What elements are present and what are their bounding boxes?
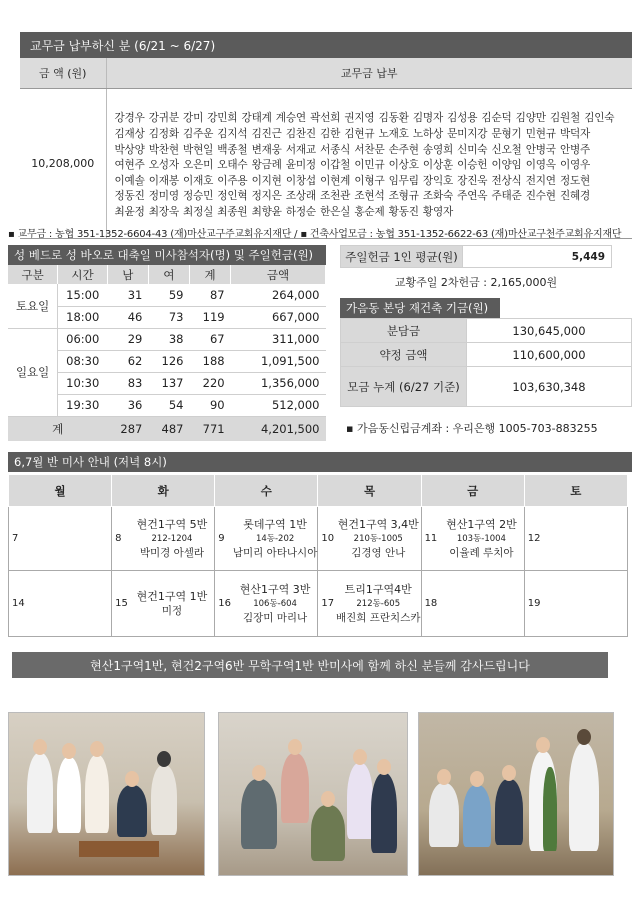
mass-attendance-table: [8, 265, 326, 441]
payer-names: [106, 88, 632, 238]
group-photo: [418, 712, 614, 876]
female-count: 137: [148, 372, 189, 394]
group-photo: [8, 712, 205, 876]
event-host: 김장미 마리나: [243, 611, 308, 624]
male-count: 29: [107, 328, 148, 350]
amount-column-header: 금 액 (원): [20, 58, 106, 88]
bank-account-info: ▪ 가음동신립금계좌 : 우리은행 1005-703-883255: [346, 422, 598, 435]
event-room: 212동-605: [356, 598, 401, 609]
calendar-event: [27, 571, 112, 637]
fund-value: 130,645,000: [467, 319, 632, 343]
female-count: 54: [148, 394, 189, 416]
fund-value: 103,630,348: [467, 367, 632, 407]
total-row: [8, 416, 326, 441]
calendar-event: [336, 571, 421, 637]
event-title: 현산1구역 3반: [239, 582, 311, 596]
female-count: 73: [148, 306, 189, 328]
mass-calendar: [8, 474, 628, 637]
total-count: 220: [189, 372, 230, 394]
offering-amount: 512,000: [231, 394, 326, 416]
amount-total: 4,201,500: [231, 416, 326, 441]
second-collection: 교황주일 2차헌금 : 2,165,000원: [394, 276, 558, 289]
average-offering-value: 5,449: [463, 246, 612, 268]
col-category: 구분: [8, 265, 58, 284]
payer-names-line: 여현주 오성자 오은미 오태수 왕금례 윤미정 이갑철 이민규 이상호 이상훈 이승헌 이양임 이영옥 이영우: [114, 159, 591, 172]
calendar-date: 7: [9, 507, 27, 571]
calendar-event: [27, 507, 112, 571]
offering-amount: 264,000: [231, 284, 326, 306]
day-header-fri: 금: [421, 475, 524, 507]
calendar-date: 14: [9, 571, 27, 637]
col-time: 시간: [58, 265, 108, 284]
day-header-mon: 월: [9, 475, 112, 507]
event-host: 미정: [161, 604, 183, 617]
calendar-event: [130, 571, 215, 637]
grand-total: 771: [189, 416, 230, 441]
calendar-date: 10: [318, 507, 336, 571]
event-title: 트리1구역4반: [344, 582, 412, 596]
table-row: [8, 284, 326, 306]
fund-label: 모금 누계 (6/27 기준): [341, 367, 467, 407]
table-row: [8, 328, 326, 350]
calendar-week: [9, 571, 628, 637]
calendar-date: 18: [421, 571, 439, 637]
average-offering-table: [340, 245, 612, 268]
day-header-wed: 수: [215, 475, 318, 507]
rebuild-fund-table: [340, 318, 632, 407]
payers-column-header: 교무금 납부: [106, 58, 632, 88]
calendar-date: 19: [524, 571, 542, 637]
payer-names-line: 박상양 박찬현 박현일 백종철 변재웅 서재교 서종식 서찬문 손주현 송영희 신미숙 신오철 안병국 안병주: [114, 143, 591, 156]
total-count: 67: [189, 328, 230, 350]
table-row: [341, 367, 632, 407]
day-label: 일요일: [8, 328, 58, 416]
total-label: 계: [8, 416, 107, 441]
rebuild-fund-header: 가음동 본당 재건축 기금(원): [340, 298, 500, 318]
total-count: 119: [189, 306, 230, 328]
event-room: 210동-1005: [353, 533, 403, 544]
male-count: 46: [107, 306, 148, 328]
col-amount: 금액: [231, 265, 326, 284]
mass-time: 18:00: [58, 306, 108, 328]
calendar-event: [130, 507, 215, 571]
mass-time: 19:30: [58, 394, 108, 416]
event-host: 김경영 안나: [351, 546, 406, 559]
calendar-event: [233, 571, 318, 637]
event-title: 현건1구역 5반: [136, 517, 208, 531]
female-total: 487: [148, 416, 189, 441]
offering-amount: 1,356,000: [231, 372, 326, 394]
event-host: 배진희 프란치스카: [336, 611, 421, 624]
mass-header: 성 베드로 성 바오로 대축일 미사참석자(명) 및 주일헌금(원): [8, 245, 326, 265]
calendar-date: 11: [421, 507, 439, 571]
mass-time: 15:00: [58, 284, 108, 306]
male-count: 31: [107, 284, 148, 306]
female-count: 59: [148, 284, 189, 306]
donation-header: 교무금 납부하신 분 (6/21 ~ 6/27): [20, 32, 632, 58]
donation-amount: 10,208,000: [20, 88, 106, 238]
calendar-event: [233, 507, 318, 571]
event-host: 남미리 아타나시아: [232, 546, 318, 559]
male-count: 36: [107, 394, 148, 416]
thanks-banner: 현산1구역1반, 현건2구역6반 무학구역1반 반미사에 함께 하신 분들께 감사드립니다: [12, 652, 608, 678]
payer-names-line: 이예솔 이재봉 이재호 이주용 이지현 이창섭 이현계 이형구 임무림 장익호 장진욱 전상식 전지연 정도현: [114, 174, 591, 187]
male-count: 62: [107, 350, 148, 372]
total-count: 90: [189, 394, 230, 416]
payer-names-line: 강경우 강귀분 강미 강민희 강태계 계승연 곽선희 권지영 김동환 김명자 김성용 김순덕 김양만 김원철 김인숙: [114, 112, 615, 125]
event-host: 이율례 루치아: [449, 546, 514, 559]
calendar-event: [542, 507, 627, 571]
col-female: 여: [148, 265, 189, 284]
event-title: 현산1구역 2반: [446, 517, 517, 531]
col-total: 계: [189, 265, 230, 284]
event-room: 103동-1004: [456, 533, 506, 544]
mass-time: 10:30: [58, 372, 108, 394]
calendar-event: [439, 571, 524, 637]
day-header-sat: 토: [524, 475, 627, 507]
mass-time: 08:30: [58, 350, 108, 372]
calendar-date: 12: [524, 507, 542, 571]
calendar-event: [439, 507, 524, 571]
offering-amount: 311,000: [231, 328, 326, 350]
total-count: 87: [189, 284, 230, 306]
calendar-event: [542, 571, 627, 637]
payer-names-line: 김재상 김정화 김주운 김지석 김진근 김찬진 김한 김현규 노재호 노하상 문미지강 문형기 민현규 박덕자: [114, 128, 591, 141]
col-male: 남: [107, 265, 148, 284]
calendar-date: 9: [215, 507, 233, 571]
mass-time: 06:00: [58, 328, 108, 350]
event-room: 212-1204: [151, 533, 193, 544]
donation-table: [20, 58, 632, 239]
event-room: 14동-202: [255, 533, 295, 544]
day-header-thu: 목: [318, 475, 421, 507]
day-header-tue: 화: [112, 475, 215, 507]
payer-names-line: 최윤정 최장욱 최정실 최종원 최향윤 하정순 한은실 홍순제 황동진 황영자: [114, 205, 454, 218]
calendar-date: 16: [215, 571, 233, 637]
calendar-week: [9, 507, 628, 571]
male-count: 83: [107, 372, 148, 394]
calendar-header: 6,7월 반 미사 안내 (저녁 8시): [8, 452, 632, 472]
male-total: 287: [107, 416, 148, 441]
event-title: 현건1구역 1반: [136, 589, 208, 603]
average-offering-label: 주일헌금 1인 평균(원): [341, 246, 463, 268]
offering-amount: 1,091,500: [231, 350, 326, 372]
female-count: 126: [148, 350, 189, 372]
calendar-date: 15: [112, 571, 130, 637]
event-title: 현건1구역 3,4반: [337, 517, 419, 531]
group-photo: [218, 712, 408, 876]
fund-value: 110,600,000: [467, 343, 632, 367]
calendar-date: 17: [318, 571, 336, 637]
event-host: 박미경 아셀라: [139, 546, 205, 559]
account-info: ▪ 교무금 : 농협 351-1352-6604-43 (재)마산교구주교회유지재단 / ▪ 건축사업모금 : 농협 351-1352-6622-63 (재)마산교구천주교회유지재단: [8, 229, 622, 240]
day-label: 토요일: [8, 284, 58, 328]
total-count: 188: [189, 350, 230, 372]
calendar-date: 8: [112, 507, 130, 571]
calendar-event: [336, 507, 421, 571]
female-count: 38: [148, 328, 189, 350]
event-room: 106동-604: [253, 598, 297, 609]
fund-label: 분담금: [341, 319, 467, 343]
fund-label: 약정 금액: [341, 343, 467, 367]
event-title: 롯데구역 1반: [243, 517, 307, 531]
table-row: [341, 343, 632, 367]
table-row: [341, 319, 632, 343]
offering-amount: 667,000: [231, 306, 326, 328]
payer-names-line: 정동진 정미영 정승민 정인혁 정지은 조상래 조천관 조현석 조형규 조화숙 주연옥 주태준 진수현 진혜경: [114, 190, 591, 203]
